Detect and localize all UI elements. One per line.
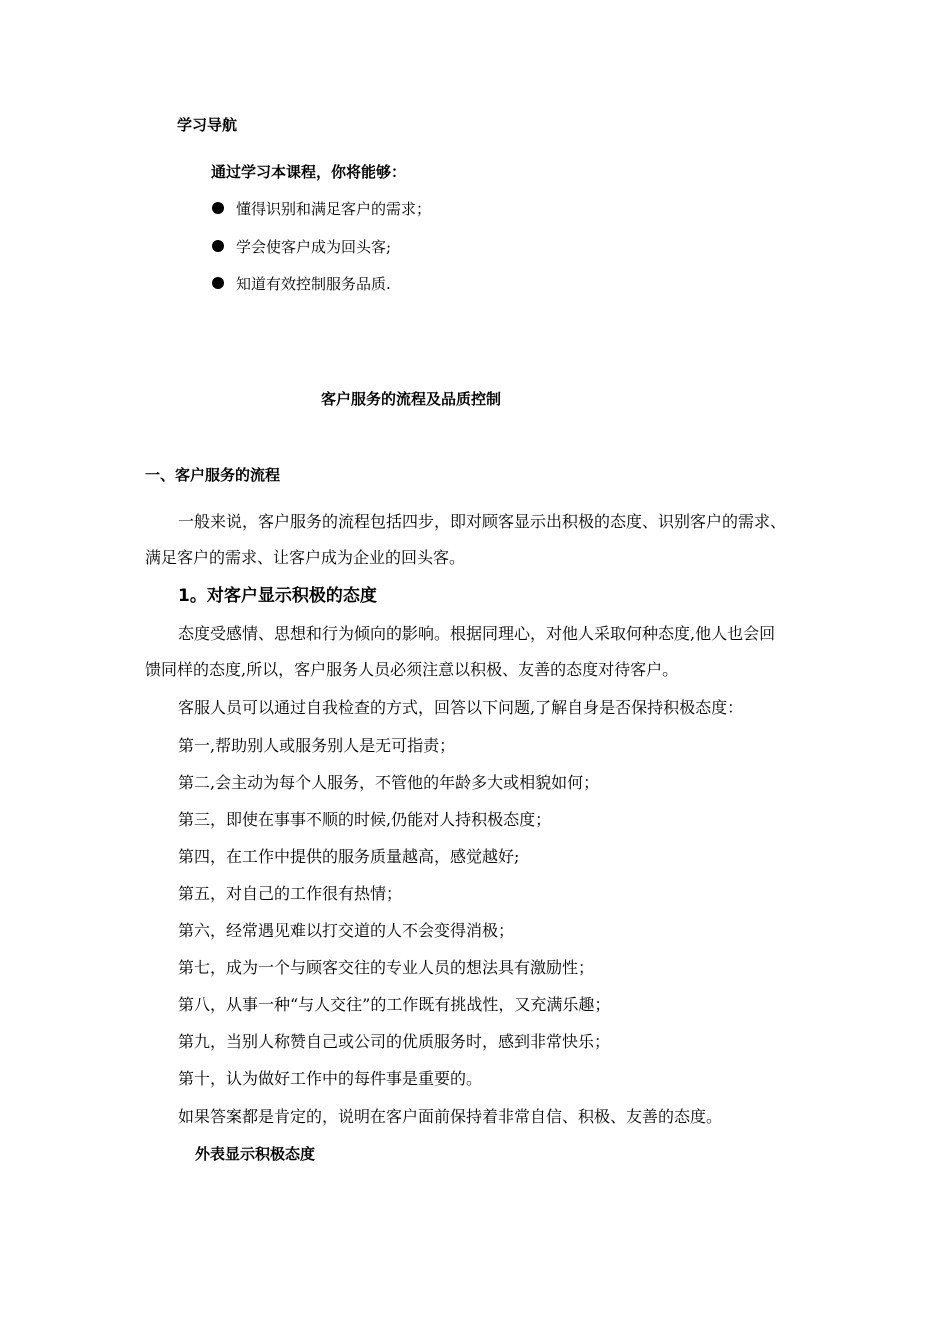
check-item: 第六，经常遇见难以打交道的人不会变得消极； <box>178 921 515 940</box>
objective-text: 懂得识别和满足客户的需求； <box>236 200 432 218</box>
objective-item <box>212 236 391 257</box>
check-item: 第八，从事一种“与人交往”的工作既有挑战性，又充满乐趣； <box>178 995 611 1014</box>
document-title: 客户服务的流程及品质控制 <box>321 390 502 408</box>
objective-text: 知道有效控制服务品质. <box>236 275 391 293</box>
subsection-heading: 1。对客户显示积极的态度 <box>178 586 377 606</box>
check-item: 第一,帮助别人或服务别人是无可指责； <box>178 736 456 755</box>
check-item: 第三，即使在事事不顺的时候,仍能对人持积极态度； <box>178 810 552 829</box>
bullet-icon <box>212 240 224 252</box>
paragraph-line: 客服人员可以通过自我检查的方式，回答以下问题,了解自身是否保持积极态度： <box>178 698 744 717</box>
intro-paragraph-line: 满足客户的需求、让客户成为企业的回头客。 <box>145 548 466 567</box>
objective-item <box>212 273 391 294</box>
section-heading: 一、客户服务的流程 <box>145 466 281 484</box>
check-item: 第二,会主动为每个人服务，不管他的年龄多大或相貌如何； <box>178 773 600 792</box>
check-item: 第十，认为做好工作中的每件事是重要的。 <box>178 1069 483 1088</box>
check-item: 第五，对自己的工作很有热情； <box>178 884 403 903</box>
bullet-icon <box>212 277 224 289</box>
objective-text: 学会使客户成为回头客; <box>236 238 392 256</box>
objective-item <box>212 198 431 219</box>
learning-nav-heading: 学习导航 <box>177 116 238 134</box>
check-item: 第九，当别人称赞自己或公司的优质服务时，感到非常快乐； <box>178 1032 611 1051</box>
subsection-heading: 外表显示积极态度 <box>195 1145 316 1163</box>
check-item: 第四，在工作中提供的服务质量越高，感觉越好; <box>178 847 520 866</box>
check-item: 第七，成为一个与顾客交往的专业人员的想法具有激励性； <box>178 958 595 977</box>
intro-paragraph-line: 一般来说，客户服务的流程包括四步，即对顾客显示出积极的态度、识别客户的需求、 <box>178 512 787 531</box>
learning-nav-intro: 通过学习本课程，你将能够： <box>211 163 407 181</box>
paragraph-line: 态度受感情、思想和行为倾向的影响。根据同理心，对他人采取何种态度,他人也会回 <box>178 624 776 643</box>
conclusion-paragraph: 如果答案都是肯定的，说明在客户面前保持着非常自信、积极、友善的态度。 <box>178 1107 723 1126</box>
bullet-icon <box>212 202 224 214</box>
paragraph-line: 馈同样的态度,所以，客户服务人员必须注意以积极、友善的态度对待客户。 <box>145 660 679 679</box>
